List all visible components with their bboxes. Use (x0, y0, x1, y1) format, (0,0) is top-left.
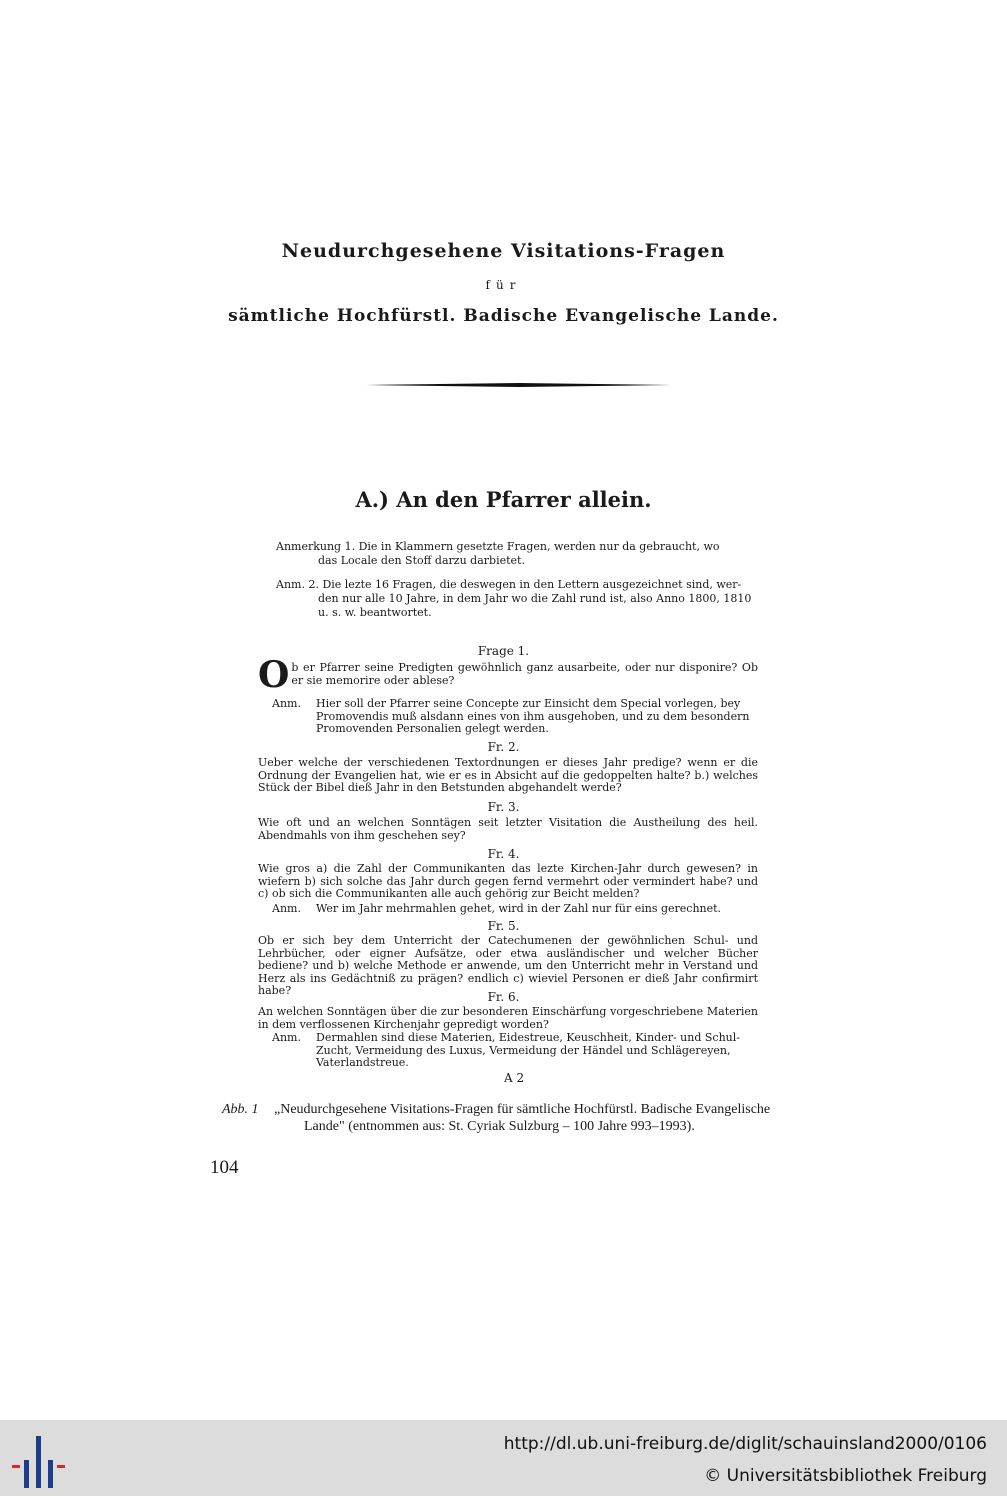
question-1-remark-first: Hier soll der Pfarrer seine Concepte zur Einsicht dem Special vorlegen, bey (316, 697, 741, 710)
question-4-body: Wie gros a) die Zahl der Communikanten das lezte Kirchen-Jahr durch gewesen? in wiefern b) sich solche das Jahr durch gegen fernd vermehrt oder vermindert habe? und c) ob sich die Communikanten alle auch gehörig zur Beicht melden? (258, 862, 758, 900)
question-3-body: Wie oft und an welchen Sonntägen seit letzter Visitation die Austheilung des heil. Abendmahls von ihm geschehen sey? (258, 816, 758, 842)
question-6-body: An welchen Sonntägen über die zur besonderen Einschärfung vorgeschriebene Materien in dem verflossenen Kirchenjahr gepredigt worden? (258, 1005, 758, 1031)
question-1-text (258, 654, 758, 696)
question-1-remark-continuation: Promovendis muß alsdann eines von ihm ausgehoben, und zu dem besondern Promovenden Personalien gelegt werden. (316, 709, 750, 735)
document-url-link[interactable]: http://dl.ub.uni-freiburg.de/diglit/schauinsland2000/0106 (503, 1434, 987, 1454)
note-2-continuation: den nur alle 10 Jahre, in dem Jahr wo die Zahl rund ist, also Anno 1800, 1810 u. s. w. beantwortet. (318, 592, 752, 619)
decorative-rule (366, 383, 672, 387)
ub-freiburg-logo-icon[interactable] (12, 1434, 68, 1490)
question-4-remark (272, 903, 758, 916)
copyright-text: © Universitätsbibliothek Freiburg (704, 1466, 987, 1486)
question-2-body: Ueber welche der verschiedenen Textordnungen er dieses Jahr predige? wenn er die Ordnung der Evangelien hat, wie er es in Absicht auf die gedoppelten halte? b.) welches Stück der Bibel dieß Jahr in den Betstunden abgehandelt werde? (258, 756, 758, 794)
question-5-heading: Fr. 5. (487, 919, 520, 933)
question-2-heading: Fr. 2. (487, 740, 520, 754)
question-6-remark-continuation: Zucht, Vermeidung des Luxus, Vermeidung der Händel und Schlägereyen, Vaterlandstreue. (316, 1043, 731, 1069)
page-number: 104 (210, 1157, 239, 1178)
question-4-remark-label: Anm. (272, 902, 301, 915)
note-2-first-line: Anm. 2. Die lezte 16 Fragen, die deswegen in den Lettern ausgezeichnet sind, wer- (276, 578, 742, 591)
question-1-body: b er Pfarrer seine Predigten gewöhnlich ganz ausarbeite, oder nur disponire? Ob er sie memorire oder ablese? (291, 661, 758, 687)
note-1-first-line: Anmerkung 1. Die in Klammern gesetzte Fragen, werden nur da gebraucht, wo (276, 540, 720, 553)
figure-caption (222, 1101, 812, 1135)
question-1-remark (272, 698, 758, 736)
footer-bar (0, 1420, 1007, 1496)
question-6-remark (272, 1032, 758, 1070)
question-6-heading: Fr. 6. (487, 990, 520, 1004)
signature-mark: A 2 (504, 1071, 525, 1085)
note-2 (276, 578, 762, 620)
question-5-body: Ob er sich bey dem Unterricht der Catechumenen der gewöhnlichen Schul- und Lehrbücher, oder eigner Aufsätze, oder etwa ausländischer und welcher Bücher bediene? und b) welche Methode er anwende, um den Unterricht mehr in Verstand und Herz als ins Gedächtniß zu prägen? endlich c) wieviel Personen er dieß Jahr confirmirt habe? (258, 934, 758, 997)
question-6-remark-label: Anm. (272, 1031, 301, 1044)
question-4-heading: Fr. 4. (487, 847, 520, 861)
document-subtitle: sämtliche Hochfürstl. Badische Evangelische Lande. (228, 306, 779, 326)
question-6-remark-first: Dermahlen sind diese Materien, Eidestreue, Keuschheit, Kinder- und Schul- (316, 1031, 740, 1044)
caption-label: Abb. 1 (222, 1102, 259, 1117)
question-1-remark-label: Anm. (272, 697, 301, 710)
question-1-dropcap: O (258, 654, 290, 696)
question-3-heading: Fr. 3. (487, 800, 520, 814)
question-1-heading: Frage 1. (477, 644, 530, 658)
question-4-remark-first: Wer im Jahr mehrmahlen gehet, wird in der Zahl nur für eins gerechnet. (316, 902, 722, 915)
document-title-fuer: für (485, 278, 522, 292)
document-title: Neudurchgesehene Visitations-Fragen (281, 240, 726, 262)
section-heading: A.) An den Pfarrer allein. (355, 487, 652, 512)
caption-first-line: „Neudurchgesehene Visitations-Fragen für sämtliche Hochfürstl. Badische Evangelische (274, 1102, 771, 1117)
note-1-continuation: das Locale den Stoff darzu darbietet. (318, 554, 525, 567)
caption-continuation: Lande" (entnommen aus: St. Cyriak Sulzburg – 100 Jahre 993–1993). (304, 1119, 695, 1134)
note-1 (276, 540, 762, 568)
